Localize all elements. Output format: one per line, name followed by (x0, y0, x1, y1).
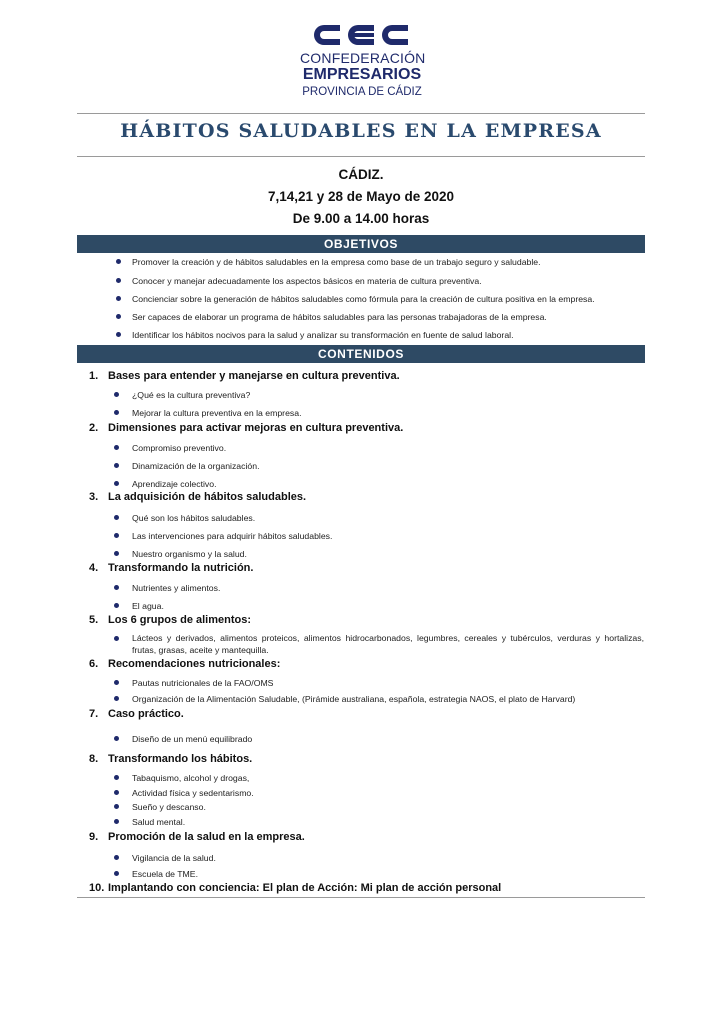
bullet-icon (114, 515, 119, 520)
section-title: Dimensiones para activar mejoras en cultura preventiva. (108, 422, 404, 434)
contenido-item: Dinamización de la organización. (132, 461, 260, 471)
contenido-item: Qué son los hábitos saludables. (132, 513, 256, 523)
bullet-icon (114, 819, 119, 824)
section-title: Transformando la nutrición. (108, 562, 254, 574)
section-number: 7. (89, 708, 99, 720)
cec-logo (300, 22, 424, 100)
section-title: Transformando los hábitos. (108, 753, 253, 765)
contenido-item: Las intervenciones para adquirir hábitos saludables. (132, 531, 333, 541)
contenido-item: Nutrientes y alimentos. (132, 583, 221, 593)
bullet-icon (114, 680, 119, 685)
section-number: 8. (89, 753, 99, 765)
contenido-section-title (89, 491, 306, 503)
section-title: Bases para entender y manejarse en cultura preventiva. (108, 370, 400, 382)
contenido-item: Sueño y descanso. (132, 802, 206, 812)
contenido-item: Compromiso preventivo. (132, 443, 227, 453)
section-number: 5. (89, 614, 99, 626)
bullet-icon (114, 481, 119, 486)
section-title: Promoción de la salud en la empresa. (108, 831, 305, 843)
logo-line-1: CONFEDERACIÓN (300, 50, 426, 66)
section-number: 4. (89, 562, 99, 574)
bullet-icon (114, 445, 119, 450)
objetivo-item: Conocer y manejar adecuadamente los aspectos básicos en materia de cultura preventiva. (132, 276, 482, 286)
bullet-icon (114, 551, 119, 556)
contenido-item: Pautas nutricionales de la FAO/OMS (132, 678, 274, 688)
bullet-icon (114, 463, 119, 468)
contenido-item: Salud mental. (132, 817, 186, 827)
section-title: Recomendaciones nutricionales: (108, 658, 281, 670)
contenido-item: Escuela de TME. (132, 869, 198, 879)
bullet-icon (114, 871, 119, 876)
bullet-icon (116, 296, 121, 301)
course-dates: 7,14,21 y 28 de Mayo de 2020 (267, 189, 455, 204)
section-number: 10. (89, 882, 105, 894)
contenido-item: Mejorar la cultura preventiva en la empresa. (132, 408, 302, 418)
contenido-item: Actividad física y sedentarismo. (132, 788, 254, 798)
bullet-icon (116, 278, 121, 283)
section-title: Los 6 grupos de alimentos: (108, 614, 252, 626)
contenido-section-title (89, 658, 280, 670)
divider-top (77, 113, 645, 114)
contenido-section-title (89, 422, 403, 434)
bullet-icon (114, 585, 119, 590)
contenido-section-title (89, 882, 501, 894)
section-title: Implantando con conciencia: El plan de Acción: Mi plan de acción personal (108, 882, 502, 894)
bullet-icon (114, 790, 119, 795)
contenido-section-title (89, 753, 252, 765)
logo-line-2: EMPRESARIOS (302, 66, 422, 83)
objetivo-item: Promover la creación y de hábitos saludables en la empresa como base de un trabajo seguro y saludable. (132, 257, 541, 267)
section-number: 3. (89, 491, 99, 503)
bullet-icon (114, 636, 119, 641)
contenido-item: ¿Qué es la cultura preventiva? (132, 390, 251, 400)
section-number: 1. (89, 370, 99, 382)
contenido-item: Diseño de un menú equilibrado (132, 734, 253, 744)
contenido-item: Nuestro organismo y la salud. (132, 549, 247, 559)
cec-logo-mark-icon (312, 22, 412, 48)
contenido-section-title (89, 370, 400, 382)
divider-title (77, 156, 645, 157)
objetivo-item: Identificar los hábitos nocivos para la salud y analizar su transformación en fuente de salud laboral. (132, 330, 514, 340)
objetivo-item: Ser capaces de elaborar un programa de hábitos saludables para las personas trabajadoras de la empresa. (132, 312, 547, 322)
page-title: HÁBITOS SALUDABLES EN LA EMPRESA (120, 120, 602, 142)
objetivo-item: Concienciar sobre la generación de hábitos saludables como fórmula para la creación de cultura positiva en la empresa. (132, 294, 595, 304)
logo-line-3: PROVINCIA DE CÁDIZ (302, 86, 422, 98)
divider-bottom (77, 897, 645, 898)
section-title: Caso práctico. (108, 708, 184, 720)
bullet-icon (114, 696, 119, 701)
bullet-icon (116, 332, 121, 337)
bullet-icon (114, 410, 119, 415)
bullet-icon (116, 314, 121, 319)
contenido-item: Tabaquismo, alcohol y drogas, (132, 773, 250, 783)
course-hours: De 9.00 a 14.00 horas (292, 211, 430, 226)
objetivos-heading: OBJETIVOS (77, 235, 645, 253)
contenido-section-title (89, 614, 251, 626)
course-location: CÁDIZ. (338, 167, 384, 182)
bullet-icon (114, 804, 119, 809)
section-number: 6. (89, 658, 99, 670)
bullet-icon (114, 392, 119, 397)
bullet-icon (116, 259, 121, 264)
bullet-icon (114, 775, 119, 780)
contenido-item: Vigilancia de la salud. (132, 853, 216, 863)
contenido-section-title (89, 562, 253, 574)
contenido-item: Lácteos y derivados, alimentos proteicos, alimentos hidrocarbonados, legumbres, cereales y tubérculos, verduras y hortalizas, frutas, grasas, aceite y mantequilla. (132, 633, 644, 655)
contenido-item: Organización de la Alimentación Saludable, (Pirámide australiana, española, estrategia NAOS, el plato de Harvard) (132, 694, 576, 704)
section-number: 2. (89, 422, 99, 434)
contenido-item: Aprendizaje colectivo. (132, 479, 217, 489)
contenido-item: El agua. (132, 601, 164, 611)
bullet-icon (114, 855, 119, 860)
section-number: 9. (89, 831, 99, 843)
bullet-icon (114, 736, 119, 741)
bullet-icon (114, 603, 119, 608)
section-title: La adquisición de hábitos saludables. (108, 491, 307, 503)
bullet-icon (114, 533, 119, 538)
contenidos-heading: CONTENIDOS (77, 345, 645, 363)
contenido-section-title (89, 708, 184, 720)
contenido-section-title (89, 831, 305, 843)
